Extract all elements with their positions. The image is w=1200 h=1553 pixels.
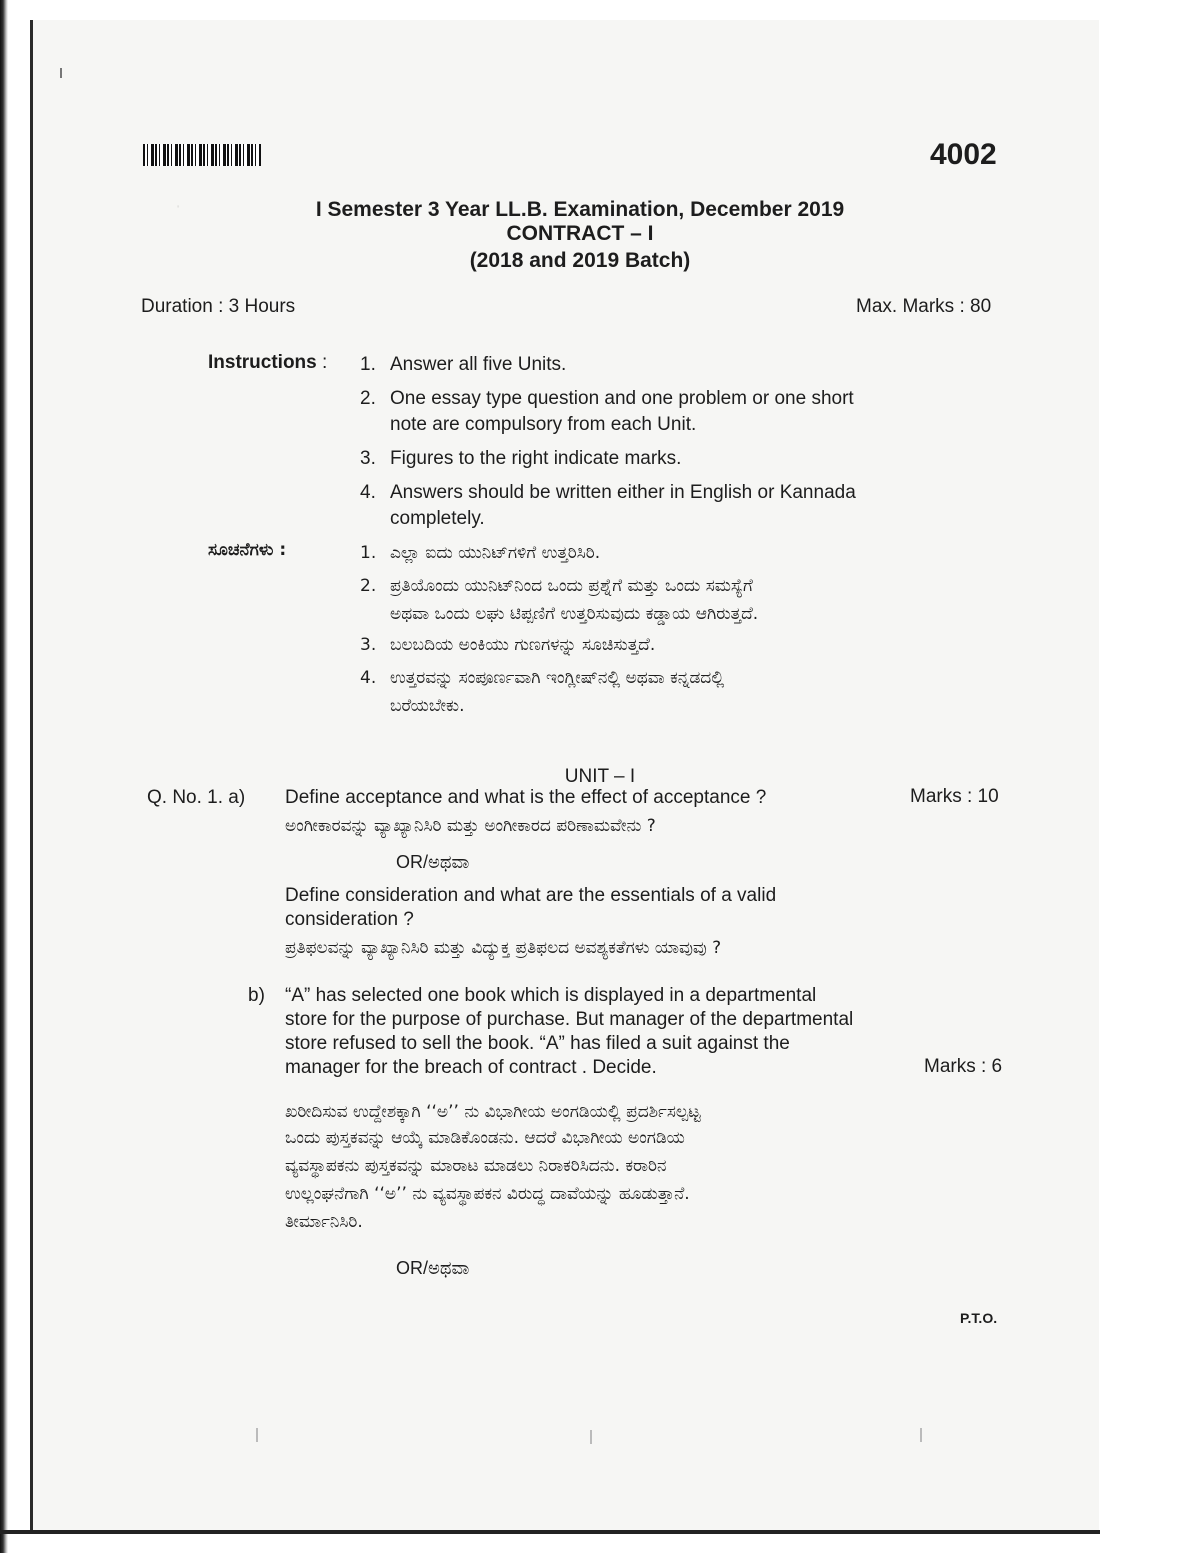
question-1a-alt-line2: consideration ?	[285, 909, 414, 930]
question-1b-kannada-line3: ವ್ಯವಸ್ಥಾಪಕನು ಪುಸ್ತಕವನ್ನು ಮಾರಾಟ ಮಾಡಲು ನಿರಾಕರಿಸಿದನು. ಕರಾರಿನ	[285, 1156, 667, 1176]
exam-title: I Semester 3 Year LL.B. Examination, December 2019	[315, 198, 845, 221]
scan-mark	[920, 1428, 922, 1442]
pto-label: P.T.O.	[960, 1310, 998, 1326]
question-1b-line4: manager for the breach of contract . Decide.	[285, 1057, 657, 1078]
question-number: Q. No. 1. a)	[147, 787, 246, 808]
unit-heading: UNIT – I	[564, 766, 636, 787]
paper-code: 4002	[930, 138, 997, 171]
question-1b-kannada-line2: ಒಂದು ಪುಸ್ತಕವನ್ನು ಆಯ್ಕೆ ಮಾಡಿಕೊಂಡನು. ಆದರೆ ವಿಭಾಗೀಯ ಅಂಗಡಿಯ	[285, 1128, 685, 1148]
duration: Duration : 3 Hours	[141, 296, 296, 317]
scan-mark	[590, 1430, 592, 1444]
question-1b-label: b)	[248, 985, 265, 1006]
instruction-4: 4. Answers should be written either in English or Kannada completely.	[360, 482, 856, 529]
instruction-3: 3. Figures to the right indicate marks.	[360, 448, 682, 469]
kannada-instruction-2: 2. ಪ್ರತಿಯೊಂದು ಯುನಿಟ್‌ನಿಂದ ಒಂದು ಪ್ರಶ್ನೆಗೆ ಮತ್ತು ಒಂದು ಸಮಸ್ಯೆಗೆ ಅಥವಾ ಒಂದು ಲಘು ಟಿಪ್ಪಣಿಗೆ ಉತ್ತರಿಸುವುದು ಕಡ್ಡಾಯ ಆಗಿರುತ್ತದೆ.	[360, 576, 759, 624]
kannada-instruction-1: 1. ಎಲ್ಲಾ ಐದು ಯುನಿಟ್‌ಗಳಿಗೆ ಉತ್ತರಿಸಿರಿ.	[360, 543, 601, 563]
barcode	[143, 144, 261, 166]
question-1b-line1: “A” has selected one book which is displayed in a departmental	[285, 985, 817, 1006]
question-1b-kannada-line4: ಉಲ್ಲಂಘನೆಗಾಗಿ ‘‘ಅ’’ ನು ವ್ಯವಸ್ಥಾಪಕನ ವಿರುದ್ಧ ದಾವೆಯನ್ನು ಹೂಡುತ್ತಾನೆ.	[285, 1184, 690, 1204]
instruction-1: 1. Answer all five Units.	[360, 354, 567, 375]
question-1b-marks: Marks : 6	[924, 1056, 1003, 1077]
show-through-text: ·	[175, 196, 182, 217]
question-1a-alt-line1: Define consideration and what are the essentials of a valid	[285, 885, 777, 906]
question-1a-text: Define acceptance and what is the effect of acceptance ?	[285, 787, 767, 808]
question-1a-kannada: ಅಂಗೀಕಾರವನ್ನು ವ್ಯಾಖ್ಯಾನಿಸಿರಿ ಮತ್ತು ಅಂಗೀಕಾರದ ಪರಿಣಾಮವೇನು ?	[285, 816, 656, 836]
kannada-instruction-4: 4. ಉತ್ತರವನ್ನು ಸಂಪೂರ್ಣವಾಗಿ ಇಂಗ್ಲೀಷ್‌ನಲ್ಲಿ ಅಥವಾ ಕನ್ನಡದಲ್ಲಿ ಬರೆಯಬೇಕು.	[360, 668, 725, 716]
kannada-instructions-label: ಸೂಚನೆಗಳು :	[208, 540, 287, 560]
batch-title: (2018 and 2019 Batch)	[469, 249, 691, 272]
kannada-instruction-3: 3. ಬಲಬದಿಯ ಅಂಕಿಯು ಗುಣಗಳನ್ನು ಸೂಚಿಸುತ್ತದೆ.	[360, 635, 656, 655]
scan-edge-bottom	[0, 1530, 1100, 1534]
question-1b-line3: store refused to sell the book. “A” has filed a suit against the	[285, 1033, 790, 1054]
subject-title: CONTRACT – I	[506, 222, 654, 245]
question-1b-line2: store for the purpose of purchase. But manager of the departmental	[285, 1009, 854, 1030]
question-1b-kannada-line5: ತೀರ್ಮಾನಿಸಿರಿ.	[285, 1212, 363, 1232]
question-1a-marks: Marks : 10	[910, 786, 999, 807]
instruction-2: 2. One essay type question and one problem or one short note are compulsory from each Unit.	[360, 388, 854, 435]
scan-mark	[256, 1428, 258, 1442]
or-separator-2: OR/ಅಥವಾ	[396, 1258, 470, 1278]
question-1b-kannada-line1: ಖರೀದಿಸುವ ಉದ್ದೇಶಕ್ಕಾಗಿ ‘‘ಅ’’ ನು ವಿಭಾಗೀಯ ಅಂಗಡಿಯಲ್ಲಿ ಪ್ರದರ್ಶಿಸಲ್ಪಟ್ಟ	[285, 1102, 701, 1122]
scan-mark	[60, 68, 62, 78]
max-marks: Max. Marks : 80	[856, 296, 992, 317]
or-separator: OR/ಅಥವಾ	[396, 852, 470, 872]
question-1a-alt-kannada: ಪ್ರತಿಫಲವನ್ನು ವ್ಯಾಖ್ಯಾನಿಸಿರಿ ಮತ್ತು ವಿದ್ಯುಕ್ತ ಪ್ರತಿಫಲದ ಅವಶ್ಯಕತೆಗಳು ಯಾವುವು ?	[285, 938, 722, 958]
instructions-label: Instructions :	[208, 352, 328, 373]
